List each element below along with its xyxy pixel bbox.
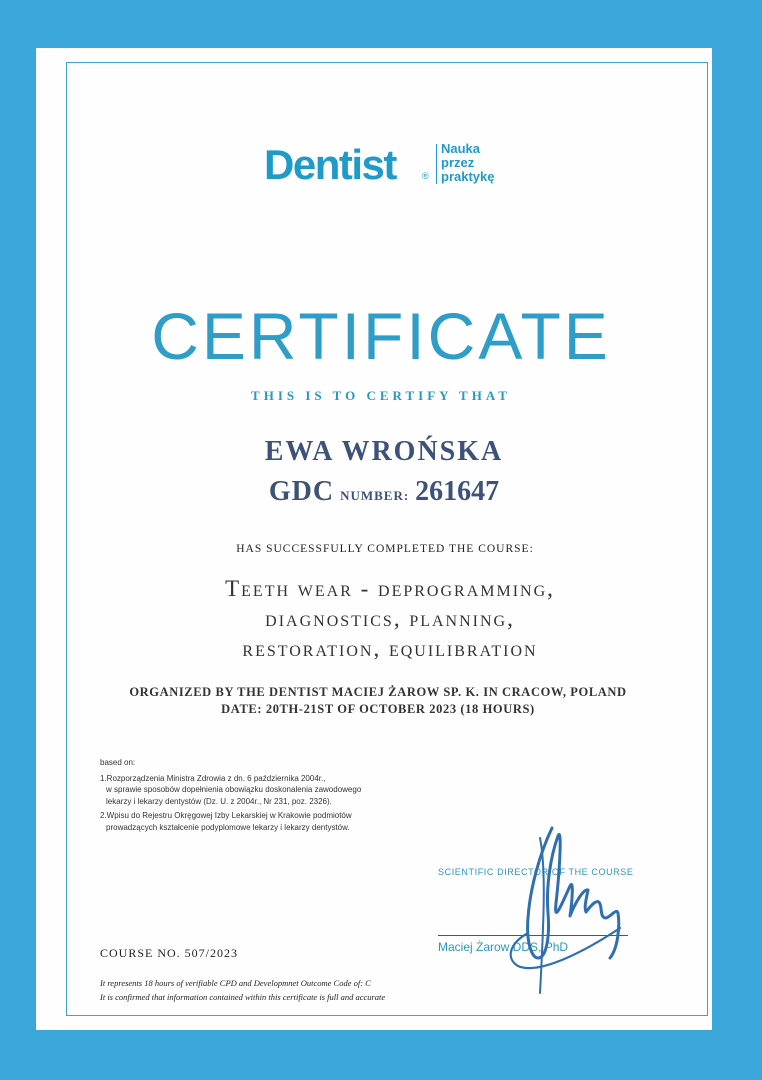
director-role: SCIENTIFIC DIRECTOR OF THE COURSE bbox=[438, 867, 634, 877]
gdc-number-value: 261647 bbox=[415, 476, 500, 507]
course-title-line: diagnostics, planning, bbox=[265, 606, 515, 631]
legal-basis-line: lekarzy i lekarzy dentystów (Dz. U. z 2004r., Nr 231, poz. 2326). bbox=[106, 796, 332, 806]
legal-basis bbox=[100, 757, 430, 833]
fine-print bbox=[100, 976, 460, 1004]
recipient-name: EWA WROŃSKA bbox=[264, 436, 504, 467]
legal-basis-item bbox=[100, 773, 430, 808]
legal-basis-heading: based on: bbox=[100, 758, 136, 767]
dentist-logo bbox=[264, 140, 524, 190]
legal-basis-line: w sprawie sposobów dopełnienia obowiązku doskonalenia zawodowego bbox=[106, 785, 362, 794]
course-date: DATE: 20TH-21ST OF OCTOBER 2023 (18 HOURS) bbox=[221, 702, 535, 716]
logo-wordmark: Dentist bbox=[264, 141, 396, 188]
legal-basis-item bbox=[100, 810, 430, 833]
logo-tagline-line: Nauka bbox=[441, 141, 481, 156]
course-number: COURSE NO. 507/2023 bbox=[100, 946, 239, 960]
director-name: Maciej Żarow DDS, PhD bbox=[438, 940, 569, 954]
logo-divider bbox=[436, 144, 437, 184]
certify-text: THIS IS TO CERTIFY THAT bbox=[251, 388, 511, 403]
course-title-line: restoration, equilibration bbox=[242, 636, 538, 661]
legal-basis-line: 2.Wpisu do Rejestru Okręgowej Izby Lekarskiej w Krakowie podmiotów bbox=[100, 811, 352, 820]
certificate-title: CERTIFICATE bbox=[151, 299, 611, 373]
gdc-number-label: NUMBER: bbox=[340, 488, 410, 503]
handwritten-signature bbox=[500, 808, 650, 998]
organizer-text: ORGANIZED BY THE DENTIST MACIEJ ŻAROW SP. K. IN CRACOW, POLAND bbox=[129, 685, 627, 699]
logo-registered-mark: ® bbox=[422, 171, 429, 181]
logo-tagline-line: praktykę bbox=[441, 169, 495, 184]
gdc-prefix: GDC bbox=[268, 476, 335, 507]
fine-print-line: It is confirmed that information contained within this certificate is full and accurate bbox=[100, 992, 386, 1002]
gdc-number bbox=[0, 476, 762, 508]
completed-text: HAS SUCCESSFULLY COMPLETED THE COURSE: bbox=[236, 543, 534, 555]
fine-print-line: It represents 18 hours of verifiable CPD and Developmnet Outcome Code of: C bbox=[100, 978, 371, 988]
legal-basis-line: prowadzących kształcenie podyplomowe lekarzy i lekarzy dentystów. bbox=[106, 822, 350, 832]
course-title-line: Teeth wear - deprogramming, bbox=[225, 576, 555, 601]
course-title bbox=[0, 574, 762, 664]
logo-tagline bbox=[441, 142, 494, 184]
logo-tagline-line: przez bbox=[441, 155, 475, 170]
legal-basis-line: 1.Rozporządzenia Ministra Zdrowia z dn. 6 października 2004r., bbox=[100, 773, 326, 783]
organizer-block bbox=[0, 684, 756, 718]
